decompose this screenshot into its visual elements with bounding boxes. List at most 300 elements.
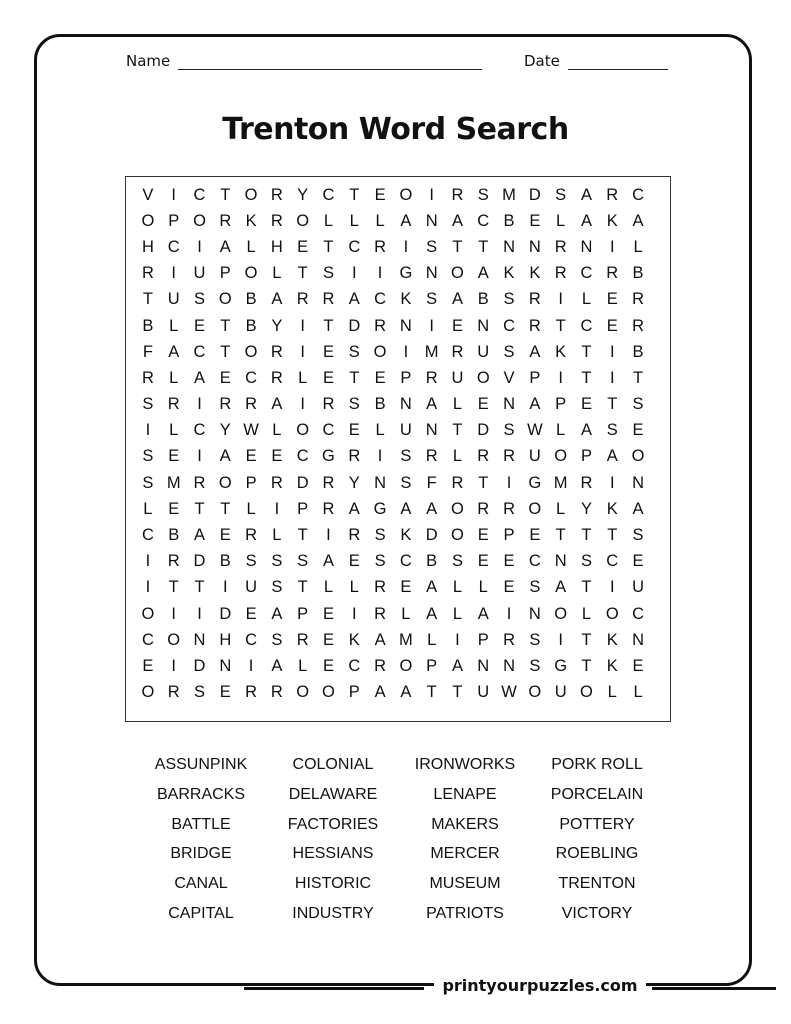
grid-cell[interactable]: B (632, 264, 644, 283)
grid-cell[interactable]: R (425, 368, 438, 387)
grid-cell[interactable]: L (349, 211, 359, 230)
grid-cell[interactable]: B (245, 290, 257, 309)
grid-cell[interactable]: L (633, 237, 643, 256)
grid-cell[interactable]: S (606, 421, 618, 440)
grid-cell[interactable]: I (197, 604, 202, 623)
grid-cell[interactable]: S (142, 447, 154, 466)
grid-cell[interactable]: L (272, 526, 282, 545)
grid-cell[interactable]: R (374, 604, 387, 623)
grid-cell[interactable]: I (351, 604, 357, 623)
grid-cell[interactable]: U (554, 683, 567, 702)
grid-cell[interactable]: R (270, 211, 283, 230)
grid-cell[interactable]: R (477, 447, 490, 466)
grid-cell[interactable]: S (477, 185, 489, 204)
grid-cell[interactable]: U (477, 683, 490, 702)
grid-cell[interactable]: B (632, 342, 644, 361)
grid-cell[interactable]: R (606, 185, 619, 204)
grid-cell[interactable]: E (297, 237, 309, 256)
grid-cell[interactable]: S (297, 552, 309, 571)
grid-cell[interactable]: R (374, 656, 387, 675)
grid-cell[interactable]: T (581, 630, 592, 649)
grid-cell[interactable]: O (399, 185, 413, 204)
grid-cell[interactable]: I (403, 342, 409, 361)
grid-cell[interactable]: O (373, 342, 387, 361)
grid-cell[interactable]: N (425, 211, 438, 230)
grid-cell[interactable]: G (322, 447, 335, 466)
date-line[interactable] (568, 55, 668, 70)
grid-cell[interactable]: I (429, 316, 434, 335)
grid-cell[interactable]: R (528, 290, 541, 309)
grid-cell[interactable]: N (580, 237, 593, 256)
grid-cell[interactable]: C (606, 552, 619, 571)
grid-cell[interactable]: G (373, 499, 387, 518)
grid-cell[interactable]: D (296, 473, 309, 492)
grid-cell[interactable]: L (452, 447, 463, 466)
grid-cell[interactable]: T (452, 237, 463, 256)
grid-cell[interactable]: R (322, 473, 335, 492)
grid-cell[interactable]: E (632, 656, 644, 675)
grid-cell[interactable]: O (141, 604, 155, 623)
grid-cell[interactable]: W (527, 421, 543, 440)
grid-cell[interactable]: N (425, 421, 438, 440)
grid-cell[interactable]: S (529, 630, 541, 649)
grid-cell[interactable]: I (274, 499, 280, 518)
grid-cell[interactable]: A (271, 290, 283, 309)
grid-cell[interactable]: P (219, 264, 231, 283)
grid-cell[interactable]: C (141, 526, 154, 545)
grid-cell[interactable]: R (219, 211, 232, 230)
grid-cell[interactable]: E (503, 552, 515, 571)
grid-cell[interactable]: A (580, 185, 592, 204)
grid-cell[interactable]: C (528, 552, 541, 571)
grid-cell[interactable]: A (606, 447, 618, 466)
grid-cell[interactable]: K (400, 290, 412, 309)
grid-cell[interactable]: O (193, 211, 206, 230)
grid-cell[interactable]: I (222, 578, 228, 597)
grid-cell[interactable]: A (322, 552, 334, 571)
grid-cell[interactable]: C (296, 447, 309, 466)
grid-cell[interactable]: I (429, 185, 434, 204)
grid-cell[interactable]: I (609, 578, 615, 597)
grid-cell[interactable]: R (451, 473, 464, 492)
grid-cell[interactable]: O (244, 264, 258, 283)
grid-cell[interactable]: U (399, 421, 412, 440)
grid-cell[interactable]: P (477, 630, 489, 649)
grid-cell[interactable]: S (503, 290, 515, 309)
grid-cell[interactable]: A (219, 237, 231, 256)
grid-cell[interactable]: V (142, 185, 154, 204)
grid-cell[interactable]: C (580, 264, 593, 283)
grid-cell[interactable]: N (374, 473, 387, 492)
grid-cell[interactable]: N (503, 237, 516, 256)
grid-cell[interactable]: E (142, 656, 154, 675)
grid-cell[interactable]: E (529, 526, 541, 545)
grid-cell[interactable]: I (506, 604, 512, 623)
grid-cell[interactable]: C (580, 316, 593, 335)
grid-cell[interactable]: S (426, 290, 438, 309)
grid-cell[interactable]: T (297, 578, 308, 597)
grid-cell[interactable]: K (503, 264, 515, 283)
grid-cell[interactable]: R (554, 264, 567, 283)
grid-cell[interactable]: M (553, 473, 568, 492)
grid-cell[interactable]: P (426, 656, 438, 675)
grid-cell[interactable]: E (322, 342, 334, 361)
grid-cell[interactable]: N (193, 630, 206, 649)
grid-cell[interactable]: N (528, 237, 541, 256)
grid-cell[interactable]: R (322, 290, 335, 309)
grid-cell[interactable]: G (528, 473, 542, 492)
grid-cell[interactable]: I (326, 526, 331, 545)
grid-cell[interactable]: P (168, 211, 180, 230)
grid-cell[interactable]: S (142, 473, 154, 492)
grid-cell[interactable]: L (427, 630, 437, 649)
grid-cell[interactable]: I (197, 447, 202, 466)
grid-cell[interactable]: A (219, 447, 231, 466)
grid-cell[interactable]: R (141, 368, 154, 387)
grid-cell[interactable]: O (167, 630, 181, 649)
date-field[interactable] (524, 52, 668, 70)
grid-cell[interactable]: S (193, 290, 205, 309)
grid-cell[interactable]: L (298, 656, 308, 675)
grid-cell[interactable]: W (243, 421, 259, 440)
grid-cell[interactable]: R (167, 683, 180, 702)
grid-cell[interactable]: A (193, 526, 205, 545)
grid-cell[interactable]: I (248, 656, 254, 675)
grid-cell[interactable]: T (142, 290, 153, 309)
grid-cell[interactable]: C (193, 342, 206, 361)
grid-cell[interactable]: K (606, 630, 618, 649)
grid-cell[interactable]: I (403, 237, 409, 256)
grid-cell[interactable]: B (142, 316, 154, 335)
grid-cell[interactable]: I (145, 552, 151, 571)
grid-cell[interactable]: A (632, 499, 644, 518)
grid-cell[interactable]: T (581, 578, 592, 597)
grid-cell[interactable]: A (271, 395, 283, 414)
grid-cell[interactable]: A (348, 290, 360, 309)
grid-cell[interactable]: F (142, 342, 153, 361)
grid-cell[interactable]: L (452, 395, 463, 414)
grid-cell[interactable]: I (171, 656, 176, 675)
grid-cell[interactable]: C (399, 552, 412, 571)
grid-cell[interactable]: U (193, 264, 206, 283)
grid-cell[interactable]: Y (219, 421, 231, 440)
grid-cell[interactable]: R (348, 526, 361, 545)
grid-cell[interactable]: L (581, 604, 592, 623)
grid-cell[interactable]: B (426, 552, 438, 571)
grid-cell[interactable]: I (171, 604, 176, 623)
grid-cell[interactable]: K (529, 264, 541, 283)
grid-cell[interactable]: R (270, 368, 283, 387)
grid-cell[interactable]: L (298, 368, 308, 387)
grid-cell[interactable]: S (348, 395, 360, 414)
grid-cell[interactable]: E (477, 552, 489, 571)
grid-cell[interactable]: S (451, 552, 463, 571)
grid-cell[interactable]: E (477, 395, 489, 414)
grid-cell[interactable]: L (607, 683, 617, 702)
grid-cell[interactable]: S (271, 630, 283, 649)
grid-cell[interactable]: N (503, 395, 516, 414)
grid-cell[interactable]: U (451, 368, 464, 387)
grid-cell[interactable]: E (322, 656, 334, 675)
grid-cell[interactable]: R (503, 630, 516, 649)
grid-cell[interactable]: E (580, 395, 592, 414)
grid-cell[interactable]: E (322, 604, 334, 623)
grid-cell[interactable]: D (193, 552, 206, 571)
grid-cell[interactable]: N (399, 316, 412, 335)
grid-cell[interactable]: E (632, 552, 644, 571)
grid-cell[interactable]: T (581, 656, 592, 675)
grid-cell[interactable]: D (425, 526, 438, 545)
grid-cell[interactable]: R (374, 578, 387, 597)
grid-cell[interactable]: A (374, 683, 386, 702)
grid-cell[interactable]: R (296, 630, 309, 649)
grid-cell[interactable]: E (219, 368, 231, 387)
grid-cell[interactable]: A (580, 211, 592, 230)
grid-cell[interactable]: C (348, 656, 361, 675)
grid-cell[interactable]: D (219, 604, 232, 623)
grid-cell[interactable]: B (477, 290, 489, 309)
grid-cell[interactable]: T (478, 473, 489, 492)
grid-cell[interactable]: R (167, 552, 180, 571)
grid-cell[interactable]: P (400, 368, 412, 387)
grid-cell[interactable]: E (219, 683, 231, 702)
grid-cell[interactable]: U (477, 342, 490, 361)
grid-cell[interactable]: S (348, 342, 360, 361)
grid-cell[interactable]: N (477, 316, 490, 335)
grid-cell[interactable]: Y (348, 473, 360, 492)
grid-cell[interactable]: R (322, 499, 335, 518)
grid-cell[interactable]: I (197, 395, 202, 414)
grid-cell[interactable]: L (478, 578, 488, 597)
grid-cell[interactable]: S (400, 473, 412, 492)
grid-cell[interactable]: I (300, 316, 305, 335)
grid-cell[interactable]: L (323, 211, 334, 230)
grid-cell[interactable]: O (296, 683, 310, 702)
grid-cell[interactable]: I (145, 578, 151, 597)
grid-cell[interactable]: L (169, 316, 179, 335)
grid-cell[interactable]: U (528, 447, 541, 466)
grid-cell[interactable]: D (348, 316, 361, 335)
grid-cell[interactable]: T (220, 342, 231, 361)
grid-cell[interactable]: M (166, 473, 181, 492)
grid-cell[interactable]: I (300, 342, 305, 361)
grid-cell[interactable]: A (477, 264, 489, 283)
grid-cell[interactable]: C (193, 421, 206, 440)
grid-cell[interactable]: P (297, 499, 309, 518)
grid-cell[interactable]: A (451, 290, 463, 309)
grid-cell[interactable]: O (218, 290, 232, 309)
grid-cell[interactable]: S (529, 578, 541, 597)
grid-cell[interactable]: S (245, 552, 257, 571)
grid-cell[interactable]: O (141, 211, 155, 230)
grid-cell[interactable]: W (501, 683, 517, 702)
grid-cell[interactable]: O (528, 683, 542, 702)
grid-cell[interactable]: S (142, 395, 154, 414)
grid-cell[interactable]: L (349, 578, 359, 597)
grid-cell[interactable]: R (528, 316, 541, 335)
grid-cell[interactable]: T (426, 683, 437, 702)
grid-cell[interactable]: I (609, 237, 615, 256)
grid-cell[interactable]: N (503, 656, 516, 675)
grid-cell[interactable]: I (171, 185, 176, 204)
grid-cell[interactable]: I (558, 368, 563, 387)
grid-cell[interactable]: S (374, 552, 386, 571)
name-field[interactable] (126, 52, 482, 70)
grid-cell[interactable]: R (632, 316, 644, 335)
grid-cell[interactable]: P (555, 395, 567, 414)
grid-cell[interactable]: K (245, 211, 257, 230)
grid-cell[interactable]: O (580, 683, 593, 702)
grid-cell[interactable]: L (375, 211, 385, 230)
grid-cell[interactable]: C (374, 290, 387, 309)
grid-cell[interactable]: O (399, 656, 413, 675)
grid-cell[interactable]: O (141, 683, 155, 702)
grid-cell[interactable]: R (322, 395, 335, 414)
grid-cell[interactable]: S (271, 552, 283, 571)
grid-cell[interactable]: S (322, 264, 334, 283)
grid-cell[interactable]: T (555, 526, 566, 545)
grid-cell[interactable]: T (323, 237, 334, 256)
grid-cell[interactable]: U (167, 290, 180, 309)
grid-cell[interactable]: R (296, 290, 309, 309)
grid-cell[interactable]: O (296, 211, 310, 230)
grid-cell[interactable]: O (244, 342, 258, 361)
grid-cell[interactable]: B (219, 552, 231, 571)
grid-cell[interactable]: S (426, 237, 438, 256)
grid-cell[interactable]: L (401, 604, 411, 623)
grid-cell[interactable]: I (197, 237, 202, 256)
grid-cell[interactable]: L (452, 604, 463, 623)
grid-cell[interactable]: L (556, 421, 566, 440)
grid-cell[interactable]: Y (297, 185, 309, 204)
grid-cell[interactable]: R (245, 526, 258, 545)
grid-cell[interactable]: O (451, 526, 464, 545)
grid-cell[interactable]: A (529, 342, 541, 361)
grid-cell[interactable]: C (193, 185, 206, 204)
grid-cell[interactable]: D (477, 421, 490, 440)
grid-cell[interactable]: R (451, 185, 464, 204)
grid-cell[interactable]: A (426, 578, 438, 597)
grid-cell[interactable]: C (167, 237, 180, 256)
grid-cell[interactable]: N (632, 630, 644, 649)
grid-cell[interactable]: V (503, 368, 515, 387)
grid-cell[interactable]: A (580, 421, 592, 440)
grid-cell[interactable]: R (632, 290, 644, 309)
grid-cell[interactable]: Y (271, 316, 283, 335)
grid-cell[interactable]: N (528, 604, 541, 623)
grid-cell[interactable]: R (245, 395, 258, 414)
grid-cell[interactable]: O (554, 447, 568, 466)
grid-cell[interactable]: E (529, 211, 541, 230)
grid-cell[interactable]: T (632, 368, 644, 387)
grid-cell[interactable]: T (555, 316, 566, 335)
grid-cell[interactable]: L (143, 499, 153, 518)
grid-cell[interactable]: I (506, 473, 512, 492)
grid-cell[interactable]: A (529, 395, 541, 414)
grid-cell[interactable]: L (452, 578, 463, 597)
grid-cell[interactable]: I (558, 290, 563, 309)
grid-cell[interactable]: P (348, 683, 360, 702)
grid-cell[interactable]: E (606, 316, 618, 335)
grid-cell[interactable]: N (219, 656, 232, 675)
grid-cell[interactable]: S (503, 421, 515, 440)
grid-cell[interactable]: O (218, 473, 232, 492)
grid-cell[interactable]: A (168, 342, 180, 361)
grid-cell[interactable]: D (528, 185, 541, 204)
grid-cell[interactable]: E (245, 447, 257, 466)
grid-cell[interactable]: B (503, 211, 515, 230)
grid-cell[interactable]: A (555, 578, 567, 597)
grid-cell[interactable]: C (141, 630, 154, 649)
grid-cell[interactable]: A (451, 656, 463, 675)
grid-cell[interactable]: K (606, 656, 618, 675)
grid-cell[interactable]: G (554, 656, 568, 675)
grid-cell[interactable]: S (374, 526, 386, 545)
grid-cell[interactable]: N (554, 552, 567, 571)
grid-cell[interactable]: R (606, 264, 619, 283)
grid-cell[interactable]: H (141, 237, 154, 256)
grid-cell[interactable]: O (451, 499, 464, 518)
grid-cell[interactable]: C (322, 421, 335, 440)
grid-cell[interactable]: E (451, 316, 463, 335)
grid-cell[interactable]: O (605, 604, 619, 623)
grid-cell[interactable]: K (606, 499, 618, 518)
grid-cell[interactable]: S (580, 552, 592, 571)
grid-cell[interactable]: I (609, 368, 615, 387)
grid-cell[interactable]: T (452, 421, 463, 440)
grid-cell[interactable]: C (632, 604, 644, 623)
grid-cell[interactable]: M (398, 630, 413, 649)
grid-cell[interactable]: F (426, 473, 437, 492)
grid-cell[interactable]: O (244, 185, 258, 204)
grid-cell[interactable]: T (220, 316, 231, 335)
grid-cell[interactable]: S (555, 185, 567, 204)
grid-cell[interactable]: L (169, 421, 179, 440)
grid-cell[interactable]: R (348, 447, 361, 466)
grid-cell[interactable]: C (245, 368, 258, 387)
grid-cell[interactable]: P (580, 447, 592, 466)
grid-cell[interactable]: L (246, 499, 256, 518)
grid-cell[interactable]: E (477, 526, 489, 545)
grid-cell[interactable]: A (400, 499, 412, 518)
grid-cell[interactable]: R (503, 499, 516, 518)
grid-cell[interactable]: E (168, 499, 180, 518)
grid-cell[interactable]: A (348, 499, 360, 518)
grid-cell[interactable]: I (558, 630, 563, 649)
grid-cell[interactable]: K (555, 342, 567, 361)
grid-cell[interactable]: O (631, 447, 645, 466)
grid-cell[interactable]: Y (580, 499, 592, 518)
grid-cell[interactable]: R (193, 473, 206, 492)
grid-cell[interactable]: E (374, 368, 386, 387)
grid-cell[interactable]: I (609, 473, 615, 492)
grid-cell[interactable]: I (377, 264, 383, 283)
grid-cell[interactable]: S (400, 447, 412, 466)
grid-cell[interactable]: T (478, 237, 489, 256)
grid-cell[interactable]: R (451, 342, 464, 361)
grid-cell[interactable]: G (399, 264, 413, 283)
grid-cell[interactable]: L (169, 368, 179, 387)
grid-cell[interactable]: A (193, 368, 205, 387)
grid-cell[interactable]: B (374, 395, 386, 414)
grid-cell[interactable]: R (270, 683, 283, 702)
grid-cell[interactable]: R (580, 473, 593, 492)
grid-cell[interactable]: L (375, 421, 385, 440)
grid-cell[interactable]: T (220, 499, 231, 518)
grid-cell[interactable]: E (219, 526, 231, 545)
grid-cell[interactable]: T (220, 185, 231, 204)
grid-cell[interactable]: P (245, 473, 257, 492)
